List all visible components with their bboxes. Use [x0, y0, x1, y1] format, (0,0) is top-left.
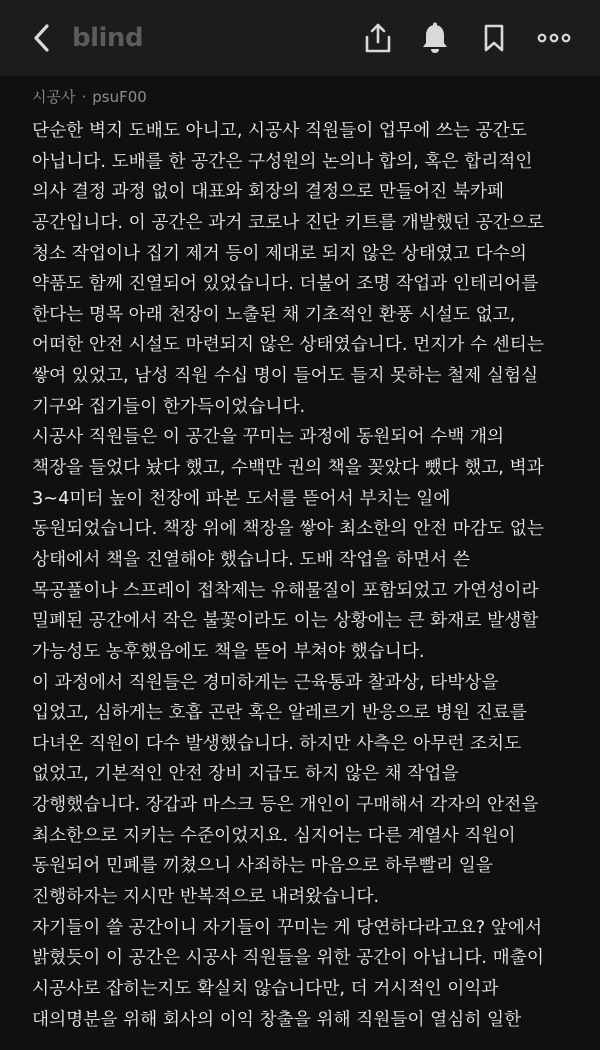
bookmark-button[interactable]: [470, 14, 518, 62]
post-body-line: 3~4미터 높이 천장에 파본 도서를 뜯어서 부치는 일에: [32, 488, 451, 509]
more-button[interactable]: [530, 14, 578, 62]
meta-separator: ·: [81, 88, 87, 106]
post-body-line: 약품도 함께 진열되어 있었습니다. 더불어 조명 작업과 인테리어를: [32, 274, 539, 295]
post-body-line: 공간입니다. 이 공간은 과거 코로나 진단 키트를 개발했던 공간으로: [32, 212, 544, 233]
top-bar: [0, 0, 600, 76]
post-body-line: 한다는 명목 아래 천장이 노출된 채 기초적인 환풍 시설도 없고,: [32, 304, 516, 325]
post-body-line: 동원되었습니다. 책장 위에 책장을 쌓아 최소한의 안전 마감도 없는: [32, 519, 544, 540]
post-body-line: 대의명분을 위해 회사의 이익 창출을 위해 직원들이 열심히 일한: [32, 1009, 522, 1030]
post-body-line: 시공사로 잡히는지도 확실치 않습니다만, 더 거시적인 이익과: [32, 978, 499, 999]
post-body-line: 입었고, 심하게는 호흡 곤란 혹은 알레르기 반응으로 병원 진료를: [32, 703, 527, 724]
post-body-line: 최소한으로 지키는 수준이었지요. 심지어는 다른 계열사 직원이: [32, 825, 516, 846]
post-body-line: 동원되어 민폐를 끼쳤으니 사죄하는 마음으로 하루빨리 일을: [32, 856, 493, 877]
post-body-line: 책장을 들었다 놨다 했고, 수백만 권의 책을 꽂았다 뺐다 했고, 벽과: [32, 458, 544, 479]
post-body-line: 기구와 집기들이 한가득이었습니다.: [32, 396, 306, 417]
bell-icon: [421, 22, 449, 54]
post-body-line: 밝혔듯이 이 공간은 시공사 직원들을 위한 공간이 아닙니다. 매출이: [32, 948, 544, 969]
post-body-line: 다녀온 직원이 다수 발생했습니다. 하지만 사측은 아무런 조치도: [32, 733, 522, 754]
post-body-line: 의사 결정 과정 없이 대표와 회장의 결정으로 만들어진 북카페: [32, 182, 505, 203]
notification-button[interactable]: [411, 14, 459, 62]
post-body-line: 밀폐된 공간에서 작은 불꽃이라도 이는 상황에는 큰 화재로 발생할: [32, 611, 539, 632]
post-body-line: 목공풀이나 스프레이 접착제는 유해물질이 포함되었고 가연성이라: [32, 580, 539, 601]
blind-logo: blind: [72, 23, 144, 53]
post-body-line: 단순한 벽지 도배도 아니고, 시공사 직원들이 업무에 쓰는 공간도: [32, 121, 527, 141]
post-content: [0, 76, 600, 1050]
post-body-line: 진행하자는 지시만 반복적으로 내려왔습니다.: [32, 887, 380, 908]
post-meta: [32, 86, 147, 108]
back-button[interactable]: [18, 14, 66, 62]
post-body-line: 상태에서 책을 진열해야 했습니다. 도배 작업을 하면서 쓴: [32, 549, 470, 570]
post-body-line: 청소 작업이나 집기 제거 등이 제대로 되지 않은 상태였고 다수의: [32, 243, 527, 264]
author-name: psuF00: [92, 88, 147, 106]
share-button[interactable]: [354, 14, 402, 62]
post-body: [32, 116, 592, 1035]
post-body-line: 어떠한 안전 시설도 마련되지 않은 상태였습니다. 먼지가 수 센티는: [32, 335, 544, 356]
more-icon: [537, 33, 571, 43]
post-body-line: 시공사 직원들은 이 공간을 꾸미는 과정에 동원되어 수백 개의: [32, 427, 505, 448]
post-body-line: 아닙니다. 도배를 한 공간은 구성원의 논의나 합의, 혹은 합리적인: [32, 151, 533, 172]
post-body-line: 가능성도 농후했음에도 책을 뜯어 부쳐야 했습니다.: [32, 641, 425, 662]
post-body-line: 자기들이 쓸 공간이니 자기들이 꾸미는 게 당연하다라고요? 앞에서: [32, 917, 543, 938]
back-icon: [31, 23, 53, 53]
post-body-line: 없었고, 기본적인 안전 장비 지급도 하지 않은 채 작업을: [32, 764, 459, 785]
post-body-line: 강행했습니다. 장갑과 마스크 등은 개인이 구매해서 각자의 안전을: [32, 795, 539, 816]
bookmark-icon: [482, 23, 506, 53]
post-body-line: 쌓여 있었고, 남성 직원 수십 명이 들어도 들지 못하는 철제 실험실: [32, 366, 539, 387]
company-name[interactable]: 시공사: [32, 88, 76, 106]
share-icon: [363, 22, 393, 54]
post-body-line: 이 과정에서 직원들은 경미하게는 근육통과 찰과상, 타박상을: [32, 672, 499, 693]
